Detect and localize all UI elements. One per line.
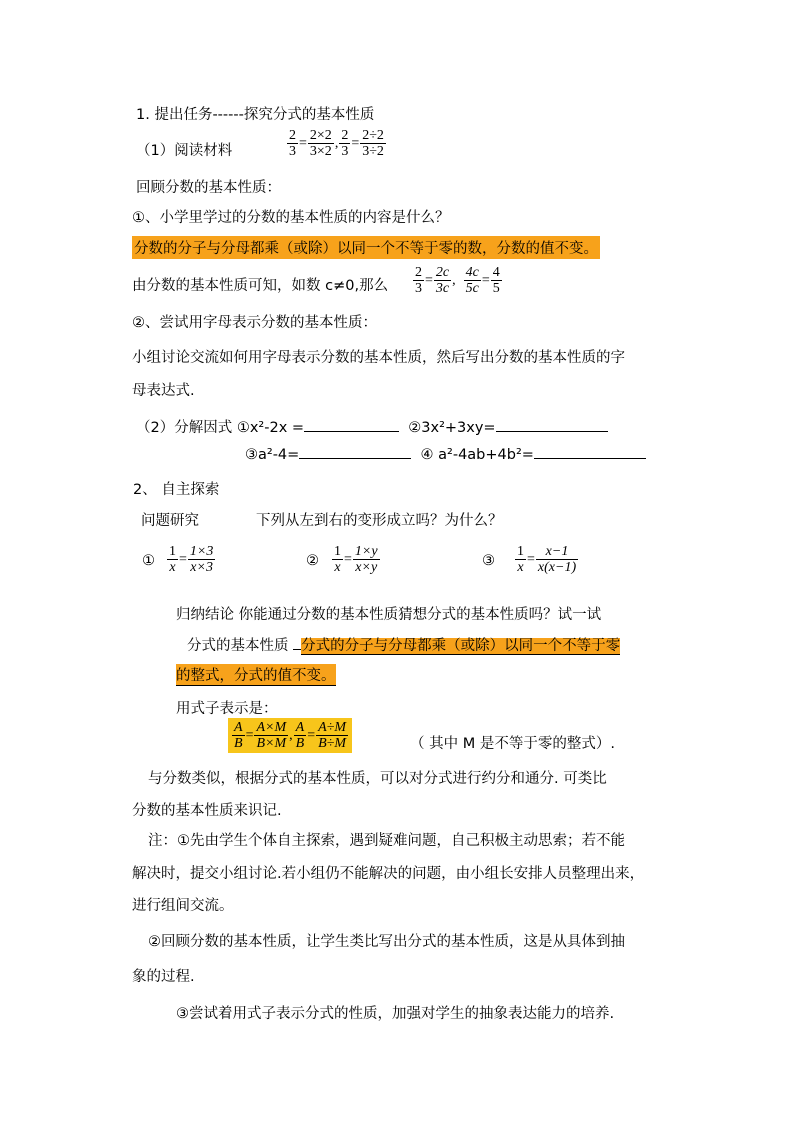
note-1-line-3: 进行组间交流。 [132,898,234,914]
fraction: $\frac{1}{x}$ [334,544,341,575]
problem-fraction-3: $\frac{1}{x}$ = $\frac{x-1}{x(x-1)}$ [517,544,577,575]
factor-row-2 [245,447,646,463]
discussion-line-2: 母表达式. [132,383,195,399]
discussion-line-1: 小组讨论交流如何用字母表示分数的基本性质，然后写出分数的基本性质的字 [132,350,625,366]
question-2: ②、尝试用字母表示分数的基本性质： [132,315,377,331]
note-3: ③尝试着用式子表示分式的性质，加强对学生的抽象表达能力的培养. [176,1006,615,1022]
analogy-line-2: 分数的基本性质来识记. [132,803,282,819]
section2-title: 2、 自主探索 [133,482,220,498]
fraction: $\frac{2\times 2}{3\times 2}$ [309,128,332,159]
section1-title: 1. 提出任务------探究分式的基本性质 [136,107,375,123]
analogy-line-1: 与分数类似，根据分式的基本性质，可以对分式进行约分和通分. 可类比 [148,771,607,787]
fraction: $\frac{4}{5}$ [492,265,500,296]
problem-fraction-1: $\frac{1}{x}$ = $\frac{1\times 3}{x\times 3}$ [169,544,214,575]
problem-label: 问题研究 [141,513,199,529]
factor-label: （2）分解因式 [136,420,233,436]
fraction: $\frac{A\times M}{B\times M}$ [256,720,287,751]
question-1: ①、小学里学过的分数的基本性质的内容是什么？ [132,210,450,226]
example-text: 由分数的基本性质可知，如数 c≠0,那么 [132,278,389,294]
note-1-line-2: 解决时，提交小组讨论.若小组仍不能解决的问题，由小组长安排人员整理出来， [132,866,645,882]
problem-question: 下列从左到右的变形成立吗？为什么？ [256,513,503,529]
fraction: $\frac{2}{3}$ [415,265,422,296]
fraction-example: $\frac{2}{3}$ = $\frac{2\times 2}{3\times 2}$ , $\frac{2}{3}$ = $\frac{2\div 2}{3\div 2}$ [289,128,384,159]
answer-blank [304,431,399,432]
summary-highlight-2: 的整式，分式的值不变。 [176,664,336,686]
formula-box: $\frac{A}{B}$ = $\frac{A\times M}{B\times M}$ , $\frac{A}{B}$ = $\frac{A\div M}{B\div M}$ [228,718,352,753]
problem-fraction-2: $\frac{1}{x}$ = $\frac{1\times y}{x\times y}$ [334,544,378,575]
formula-note: （ 其中 M 是不等于零的整式）. [410,736,615,752]
answer-blank [496,431,608,432]
note-2-line-2: 象的过程. [132,969,195,985]
summary-highlight-1: 分式的分子与分母都乘（或除）以同一个不等于零 [301,638,621,654]
example-fractions: $\frac{2}{3}$ = $\frac{2c}{3c}$ , $\frac{4c}{5c}$ = $\frac{4}{5}$ [415,265,500,296]
fraction: $\frac{2c}{3c}$ [435,265,450,296]
fraction: $\frac{2}{3}$ [289,128,296,159]
fraction: $\frac{x-1}{x(x-1)}$ [537,544,577,575]
factor-row-1 [136,416,608,437]
answer-1-highlight: 分数的分子与分母都乘（或除）以同一个不等于零的数，分数的值不变。 [132,236,600,259]
fraction: $\frac{A}{B}$ [234,720,243,751]
fraction: $\frac{1\times 3}{x\times 3}$ [189,544,214,575]
read-material-label: （1）阅读材料 [136,143,233,159]
expression-label: 用式子表示是： [176,701,278,717]
circle-1: ① [142,553,155,569]
summary-label: 分式的基本性质 [187,638,289,654]
summary-line-1: 归纳结论 你能通过分数的基本性质猜想分式的基本性质吗？试一试 [176,607,602,623]
circle-2: ② [306,553,319,569]
circle-3: ③ [482,553,495,569]
note-1-line-1: 注：①先由学生个体自主探索，遇到疑难问题，自己积极主动思索；若不能 [148,833,625,849]
review-heading: 回顾分数的基本性质： [136,180,281,196]
fraction: $\frac{A}{B}$ [295,720,305,751]
fraction: $\frac{1}{x}$ [169,544,176,575]
answer-blank [299,458,411,459]
factor-item-2: ②3x²+3xy= [408,420,496,436]
factor-item-1: ①x²-2x = [236,420,305,436]
fraction: $\frac{2}{3}$ [341,128,349,159]
factor-item-4: ④ a²-4ab+4b²= [420,447,534,463]
answer-blank [534,458,646,459]
fraction: $\frac{A\div M}{B\div M}$ [318,720,347,751]
fraction: $\frac{4c}{5c}$ [465,265,479,296]
note-2-line-1: ②回顾分数的基本性质，让学生类比写出分式的基本性质，这是从具体到抽 [148,934,625,950]
summary-line-2 [187,634,620,655]
fraction: $\frac{1}{x}$ [517,544,524,575]
fraction: $\frac{2\div 2}{3\div 2}$ [362,128,384,159]
fraction: $\frac{1\times y}{x\times y}$ [354,544,378,575]
factor-item-3: ③a²-4= [245,447,300,463]
